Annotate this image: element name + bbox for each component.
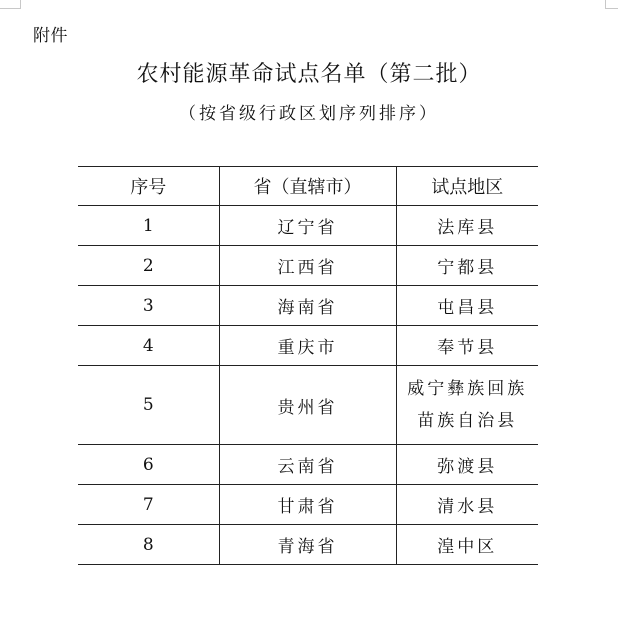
table-row (78, 206, 538, 246)
table-row (78, 366, 538, 445)
page-corner-mark-right (605, 0, 618, 9)
serial-number-cell: 5 (78, 366, 219, 445)
province-cell: 甘肃省 (219, 485, 396, 525)
pilot-area-line-2: 苗族自治县 (417, 411, 518, 431)
header-pilot-area: 试点地区 (396, 167, 538, 206)
serial-number-cell: 1 (78, 206, 219, 246)
pilot-area-cell: 奉节县 (396, 326, 538, 366)
serial-number-cell: 4 (78, 326, 219, 366)
table-row (78, 286, 538, 326)
table-row (78, 246, 538, 286)
table-header-row (78, 167, 538, 206)
pilot-area-cell: 弥渡县 (396, 445, 538, 485)
pilot-list-table (78, 166, 538, 565)
table-row (78, 485, 538, 525)
pilot-area-cell: 清水县 (396, 485, 538, 525)
province-cell: 辽宁省 (219, 206, 396, 246)
header-province: 省（直辖市） (219, 167, 396, 206)
province-cell: 海南省 (219, 286, 396, 326)
header-serial-number: 序号 (78, 167, 219, 206)
document-subtitle: （按省级行政区划序列排序） (179, 104, 439, 124)
page-corner-mark-left (0, 0, 21, 9)
serial-number-cell: 6 (78, 445, 219, 485)
table-row (78, 525, 538, 565)
serial-number-cell: 7 (78, 485, 219, 525)
province-cell: 贵州省 (219, 366, 396, 445)
province-cell: 云南省 (219, 445, 396, 485)
pilot-area-cell: 湟中区 (396, 525, 538, 565)
pilot-area-cell: 法库县 (396, 206, 538, 246)
pilot-area-line-1: 威宁彝族回族 (407, 379, 528, 399)
pilot-area-cell (396, 366, 538, 445)
serial-number-cell: 3 (78, 286, 219, 326)
province-cell: 青海省 (219, 525, 396, 565)
province-cell: 江西省 (219, 246, 396, 286)
province-cell: 重庆市 (219, 326, 396, 366)
attachment-label: 附件 (33, 26, 68, 46)
table-row (78, 445, 538, 485)
document-title: 农村能源革命试点名单（第二批） (136, 62, 482, 87)
serial-number-cell: 8 (78, 525, 219, 565)
pilot-area-cell: 屯昌县 (396, 286, 538, 326)
table-row (78, 326, 538, 366)
serial-number-cell: 2 (78, 246, 219, 286)
pilot-area-cell: 宁都县 (396, 246, 538, 286)
